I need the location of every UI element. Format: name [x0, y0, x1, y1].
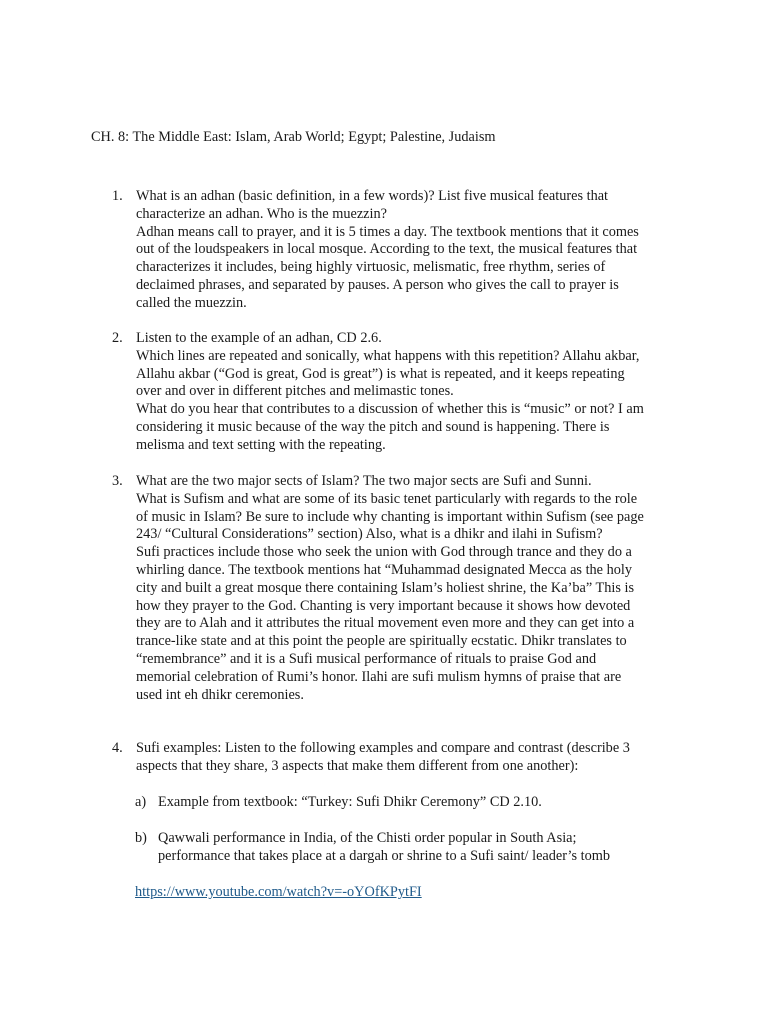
question-body: [136, 473, 676, 704]
question-body: [136, 188, 676, 313]
answer-line: “remembrance” and it is a Sufi musical performance of rituals to praise God and: [136, 650, 597, 667]
answer-line: Allahu akbar (“God is great, God is great”) is what is repeated, and it keeps repeating: [136, 365, 625, 382]
answer-line: Adhan means call to prayer, and it is 5 times a day. The textbook mentions that it comes: [136, 223, 639, 240]
answer-line: they are to Alah and it attributes the ritual movement even more and they can get into a: [136, 615, 635, 632]
question-3: [112, 473, 672, 704]
question-4: [112, 740, 672, 776]
question-line: of music in Islam? Be sure to include why chanting is important within Sufism (see page: [136, 508, 644, 525]
chapter-heading: CH. 8: The Middle East: Islam, Arab World; Egypt; Palestine, Judaism: [91, 129, 496, 145]
answer-line: how they prayer to the God. Chanting is very important because it shows how devoted: [136, 597, 631, 614]
answer-line: called the muezzin.: [136, 294, 247, 311]
question-line: aspects that they share, 3 aspects that make them different from one another):: [136, 757, 579, 774]
question-line: What do you hear that contributes to a discussion of whether this is “music” or not? I am: [136, 401, 644, 418]
answer-line: characterizes it includes, being highly virtuosic, melismatic, free rhythm, series of: [136, 259, 606, 276]
question-body: [136, 740, 676, 776]
question-2: [112, 330, 672, 455]
question-line: Which lines are repeated and sonically, what happens with this repetition? Allahu akbar,: [136, 347, 640, 364]
sub-item-b: [135, 830, 675, 866]
answer-line: trance-like state and at this point the people are spiritually ecstatic. Dhikr translates to: [136, 633, 627, 650]
question-body: [136, 330, 676, 455]
question-number: 1.: [112, 188, 123, 204]
question-number: 4.: [112, 740, 123, 756]
question-line: Sufi examples: Listen to the following examples and compare and contrast (describe 3: [136, 740, 630, 756]
question-number: 2.: [112, 330, 123, 346]
sub-item-body: [158, 794, 675, 812]
answer-line: over and over in different pitches and melimastic tones.: [136, 383, 454, 400]
youtube-link[interactable]: https://www.youtube.com/watch?v=-oYOfKPytFI: [135, 884, 422, 900]
answer-line: considering it music because of the way the pitch and sound is happening. There is: [136, 418, 610, 435]
sub-item-label: a): [135, 794, 147, 810]
sub-item-label: b): [135, 830, 147, 846]
sub-item-body: [158, 830, 675, 866]
sub-item-line: Example from textbook: “Turkey: Sufi Dhikr Ceremony” CD 2.10.: [158, 794, 542, 810]
answer-line: city and built a great mosque there containing Islam’s holiest shrine, the Ka’ba” This is: [136, 579, 635, 596]
answer-line: used int eh dhikr ceremonies.: [136, 686, 304, 703]
question-line: 243/ “Cultural Considerations” section) Also, what is a dhikr and ilahi in Sufism?: [136, 526, 603, 543]
answer-line: out of the loudspeakers in local mosque. According to the text, the musical features that: [136, 241, 638, 258]
question-line: What is Sufism and what are some of its basic tenet particularly with regards to the role: [136, 490, 638, 507]
question-line: characterize an adhan. Who is the muezzin?: [136, 205, 387, 222]
sub-item-line: performance that takes place at a dargah or shrine to a Sufi saint/ leader’s tomb: [158, 847, 611, 864]
question-number: 3.: [112, 473, 123, 489]
question-line: What is an adhan (basic definition, in a few words)? List five musical features that: [136, 188, 609, 204]
answer-line: Sufi practices include those who seek the union with God through trance and they do a: [136, 544, 632, 561]
question-line: What are the two major sects of Islam? The two major sects are Sufi and Sunni.: [136, 473, 592, 489]
question-line: Listen to the example of an adhan, CD 2.6.: [136, 330, 382, 346]
sub-item-a: [135, 794, 675, 812]
answer-line: melisma and text setting with the repeating.: [136, 436, 386, 453]
sub-item-line: Qawwali performance in India, of the Chisti order popular in South Asia;: [158, 830, 577, 846]
answer-line: memorial celebration of Rumi’s honor. Ilahi are sufi mulism hymns of praise that are: [136, 668, 622, 685]
question-1: [112, 188, 672, 313]
answer-line: whirling dance. The textbook mentions hat “Muhammad designated Mecca as the holy: [136, 561, 633, 578]
answer-line: declaimed phrases, and separated by pauses. A person who gives the call to prayer is: [136, 276, 619, 293]
